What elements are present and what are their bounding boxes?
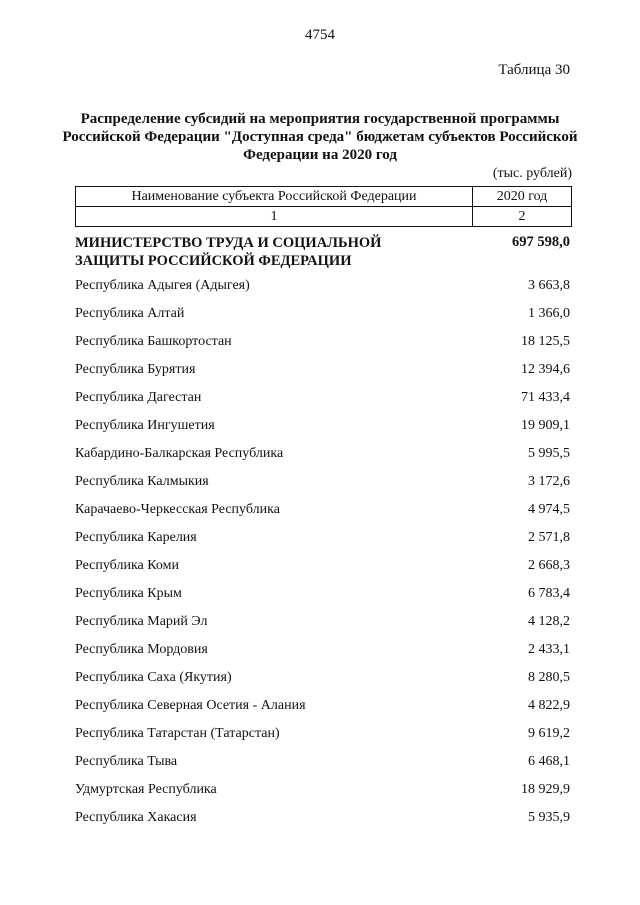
table-row <box>75 468 570 496</box>
subsidy-amount: 6 468,1 <box>528 754 570 769</box>
subsidy-amount: 4 974,5 <box>528 502 570 517</box>
ministry-name: МИНИСТЕРСТВО ТРУДА И СОЦИАЛЬНОЙ ЗАЩИТЫ РОССИЙСКОЙ ФЕДЕРАЦИИ <box>75 235 382 269</box>
table-row <box>75 440 570 468</box>
region-name: Республика Бурятия <box>75 362 196 377</box>
region-name: Республика Татарстан (Татарстан) <box>75 726 280 741</box>
region-name: Республика Крым <box>75 586 182 601</box>
header-year: 2020 год <box>473 187 572 207</box>
region-name: Республика Ингушетия <box>75 418 215 433</box>
subsidy-amount: 18 929,9 <box>521 782 570 797</box>
region-name: Республика Дагестан <box>75 390 202 405</box>
region-name: Республика Карелия <box>75 530 197 545</box>
subsidy-amount: 18 125,5 <box>521 334 570 349</box>
region-name: Республика Саха (Якутия) <box>75 670 232 685</box>
region-name: Республика Алтай <box>75 306 185 321</box>
region-name: Республика Адыгея (Адыгея) <box>75 278 250 293</box>
header-col-number-1: 1 <box>76 207 473 227</box>
subsidy-amount: 3 172,6 <box>528 474 570 489</box>
table-row <box>75 328 570 356</box>
table-row <box>75 356 570 384</box>
ministry-row <box>75 235 570 272</box>
table-label: Таблица 30 <box>498 62 570 78</box>
table-body <box>75 235 570 832</box>
subsidy-amount: 5 935,9 <box>528 810 570 825</box>
table-row <box>75 412 570 440</box>
region-name: Республика Башкортостан <box>75 334 232 349</box>
region-name: Республика Коми <box>75 558 179 573</box>
region-name: Республика Северная Осетия - Алания <box>75 698 306 713</box>
document-title: Распределение субсидий на мероприятия государственной программы Российской Федерации "Доступная среда" бюджетам субъектов Российской Федерации на 2020 год <box>62 111 578 163</box>
table-row <box>75 524 570 552</box>
region-name: Республика Марий Эл <box>75 614 208 629</box>
subsidy-amount: 1 366,0 <box>528 306 570 321</box>
table-row <box>75 748 570 776</box>
ministry-total: 697 598,0 <box>512 234 570 250</box>
table-row <box>75 496 570 524</box>
table-row <box>75 552 570 580</box>
region-rows <box>75 272 570 832</box>
table-header <box>75 186 572 227</box>
units-label: (тыс. рублей) <box>492 166 572 181</box>
table-row <box>75 300 570 328</box>
region-name: Республика Калмыкия <box>75 474 209 489</box>
table-row <box>75 272 570 300</box>
table-row <box>75 636 570 664</box>
region-name: Карачаево-Черкесская Республика <box>75 502 280 517</box>
table-row <box>75 580 570 608</box>
subsidy-amount: 2 433,1 <box>528 642 570 657</box>
subsidy-amount: 8 280,5 <box>528 670 570 685</box>
subsidy-amount: 3 663,8 <box>528 278 570 293</box>
subsidy-amount: 12 394,6 <box>521 362 570 377</box>
subsidy-amount: 19 909,1 <box>521 418 570 433</box>
header-region-name: Наименование субъекта Российской Федерации <box>76 187 473 207</box>
region-name: Республика Мордовия <box>75 642 208 657</box>
header-col-number-2: 2 <box>473 207 572 227</box>
subsidy-amount: 9 619,2 <box>528 726 570 741</box>
page-number: 4754 <box>305 27 335 43</box>
subsidy-amount: 2 668,3 <box>528 558 570 573</box>
table-row <box>75 664 570 692</box>
subsidy-amount: 2 571,8 <box>528 530 570 545</box>
subsidy-amount: 71 433,4 <box>521 390 570 405</box>
table-row <box>75 608 570 636</box>
region-name: Республика Тыва <box>75 754 178 769</box>
region-name: Республика Хакасия <box>75 810 197 825</box>
region-name: Кабардино-Балкарская Республика <box>75 446 284 461</box>
region-name: Удмуртская Республика <box>75 782 217 797</box>
subsidy-amount: 5 995,5 <box>528 446 570 461</box>
table-row <box>75 804 570 832</box>
table-row <box>75 384 570 412</box>
subsidy-amount: 4 822,9 <box>528 698 570 713</box>
table-row <box>75 720 570 748</box>
subsidy-amount: 4 128,2 <box>528 614 570 629</box>
table-row <box>75 692 570 720</box>
table-row <box>75 776 570 804</box>
subsidy-amount: 6 783,4 <box>528 586 570 601</box>
